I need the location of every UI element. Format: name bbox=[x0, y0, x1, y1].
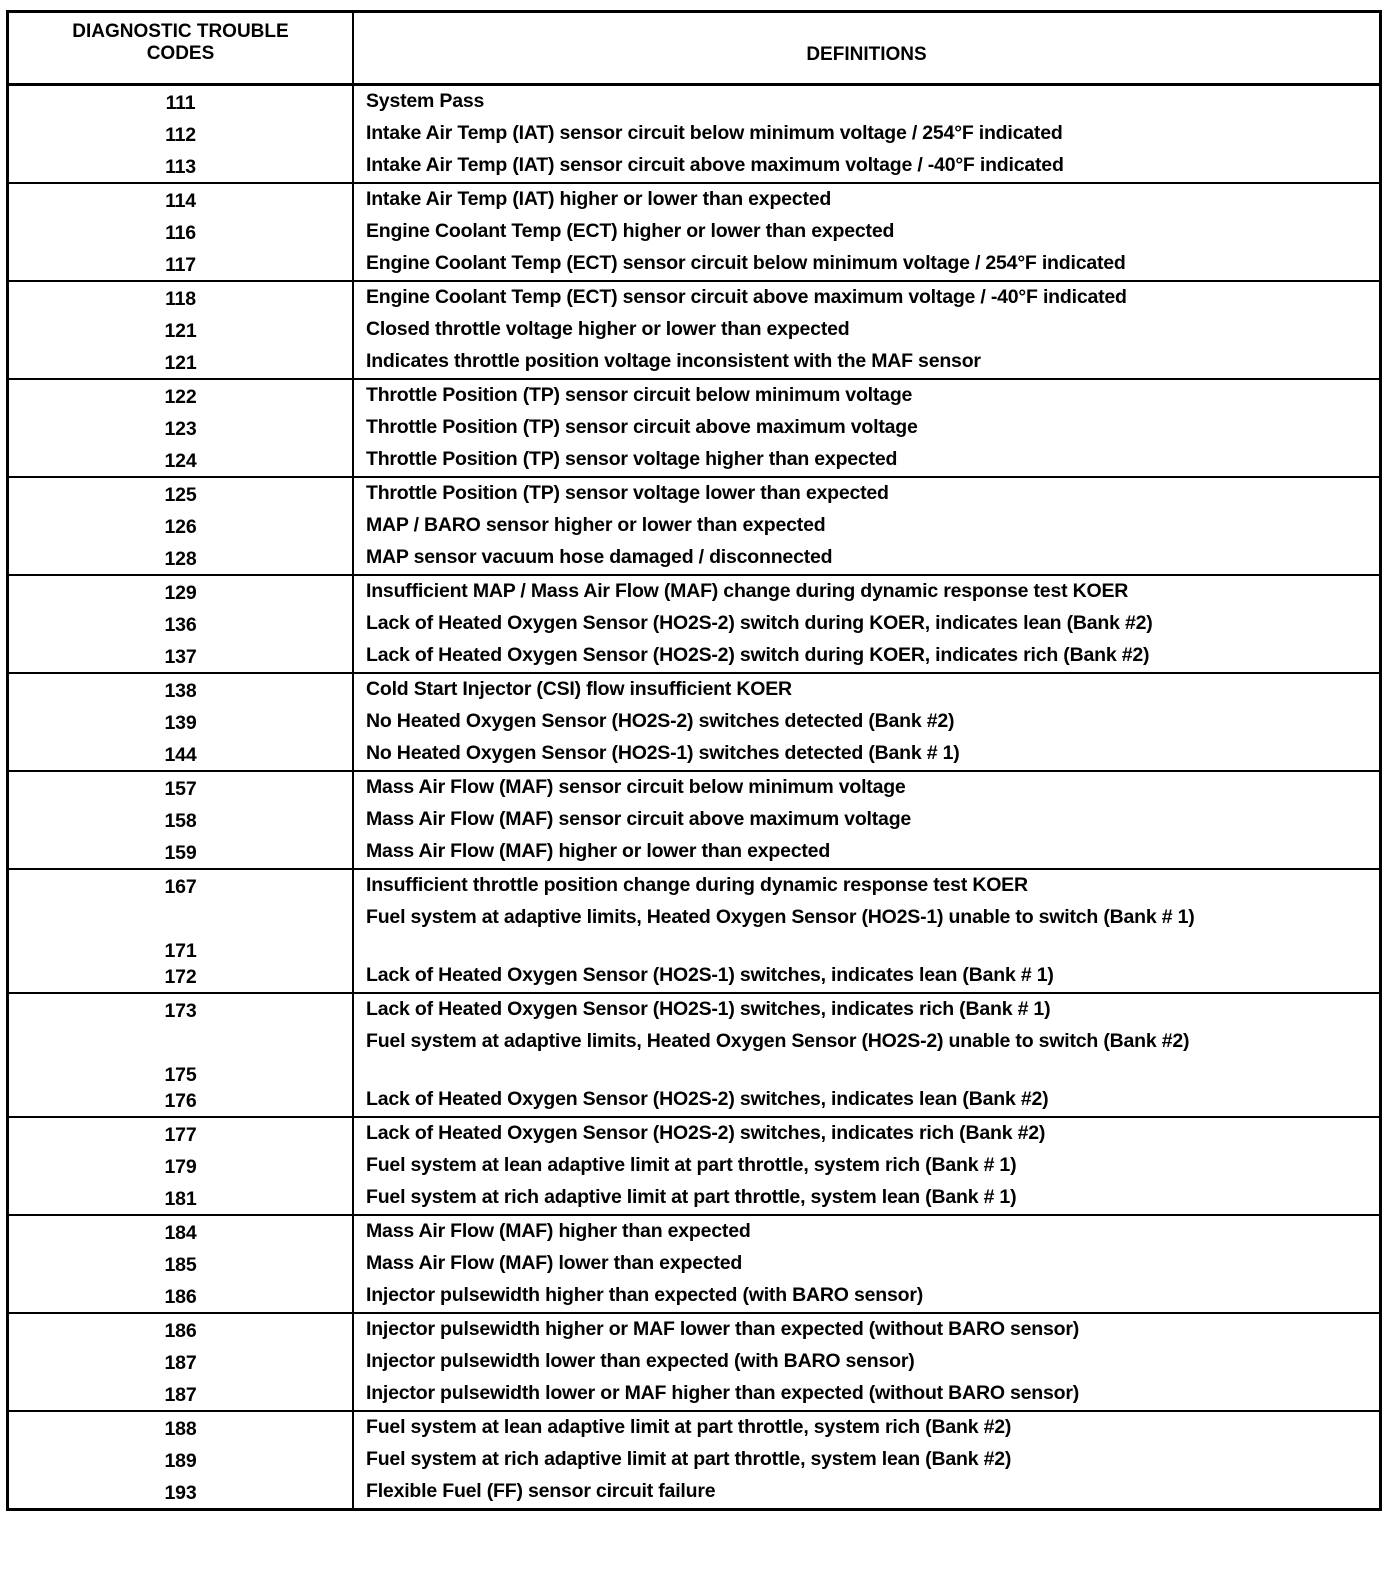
header-diagnostic-trouble-codes bbox=[8, 12, 354, 85]
trouble-code: 175 bbox=[164, 1064, 197, 1086]
table-row-group bbox=[8, 673, 1381, 771]
code-cell bbox=[8, 1411, 354, 1510]
code-definition: Fuel system at adaptive limits, Heated Oxygen Sensor (HO2S-1) unable to switch (Bank # 1) bbox=[366, 906, 1195, 928]
code-definition: Insufficient throttle position change during dynamic response test KOER bbox=[366, 874, 1028, 896]
code-definition: Fuel system at rich adaptive limit at part throttle, system lean (Bank # 1) bbox=[366, 1186, 1017, 1208]
table-header-row bbox=[8, 12, 1381, 85]
trouble-code: 113 bbox=[165, 156, 196, 178]
trouble-code: 159 bbox=[164, 842, 197, 864]
code-definition: Fuel system at rich adaptive limit at part throttle, system lean (Bank #2) bbox=[366, 1448, 1012, 1470]
code-cell bbox=[8, 183, 354, 281]
code-cell bbox=[8, 1215, 354, 1313]
code-definition: Lack of Heated Oxygen Sensor (HO2S-2) switches, indicates lean (Bank #2) bbox=[366, 1088, 1049, 1110]
definition-cell bbox=[353, 85, 1381, 184]
trouble-code: 171 bbox=[164, 940, 197, 962]
table-row-group bbox=[8, 183, 1381, 281]
code-cell bbox=[8, 379, 354, 477]
table-body bbox=[8, 85, 1381, 1510]
trouble-code: 112 bbox=[165, 124, 196, 146]
table-row-group bbox=[8, 477, 1381, 575]
code-definition: Fuel system at adaptive limits, Heated Oxygen Sensor (HO2S-2) unable to switch (Bank #2) bbox=[366, 1030, 1190, 1052]
code-definition: Mass Air Flow (MAF) higher than expected bbox=[366, 1220, 751, 1242]
definition-cell bbox=[353, 281, 1381, 379]
code-definition: MAP sensor vacuum hose damaged / disconnected bbox=[366, 546, 833, 568]
trouble-code: 124 bbox=[164, 450, 197, 472]
code-definition: Mass Air Flow (MAF) sensor circuit below minimum voltage bbox=[366, 776, 906, 798]
trouble-code: 129 bbox=[164, 582, 197, 604]
table-row-group bbox=[8, 1313, 1381, 1411]
code-definition: Engine Coolant Temp (ECT) higher or lower than expected bbox=[366, 220, 895, 242]
code-definition: No Heated Oxygen Sensor (HO2S-1) switches detected (Bank # 1) bbox=[366, 742, 960, 764]
trouble-code: 185 bbox=[164, 1254, 197, 1276]
code-definition: MAP / BARO sensor higher or lower than expected bbox=[366, 514, 826, 536]
code-definition: System Pass bbox=[366, 90, 485, 112]
code-definition: Fuel system at lean adaptive limit at part throttle, system rich (Bank # 1) bbox=[366, 1154, 1017, 1176]
trouble-code: 111 bbox=[165, 92, 196, 114]
code-definition: Injector pulsewidth higher than expected (with BARO sensor) bbox=[366, 1284, 924, 1306]
trouble-code: 136 bbox=[164, 614, 197, 636]
trouble-code: 114 bbox=[165, 190, 196, 212]
table-row-group bbox=[8, 1117, 1381, 1215]
code-cell bbox=[8, 1313, 354, 1411]
header-code-line-1: DIAGNOSTIC TROUBLE bbox=[72, 21, 289, 42]
table-row-group bbox=[8, 1411, 1381, 1510]
trouble-code: 138 bbox=[164, 680, 197, 702]
definition-cell bbox=[353, 183, 1381, 281]
table-row-group bbox=[8, 379, 1381, 477]
table-row-group bbox=[8, 85, 1381, 184]
definition-cell bbox=[353, 1117, 1381, 1215]
table-row-group bbox=[8, 281, 1381, 379]
definition-cell bbox=[353, 673, 1381, 771]
trouble-code: 121 bbox=[164, 352, 197, 374]
code-definition: Lack of Heated Oxygen Sensor (HO2S-2) switch during KOER, indicates rich (Bank #2) bbox=[366, 644, 1150, 666]
dtc-definitions-table bbox=[6, 10, 1382, 1511]
code-definition: No Heated Oxygen Sensor (HO2S-2) switches detected (Bank #2) bbox=[366, 710, 955, 732]
trouble-code: 181 bbox=[164, 1188, 197, 1210]
code-definition: Throttle Position (TP) sensor circuit above maximum voltage bbox=[366, 416, 918, 438]
table-row-group bbox=[8, 869, 1381, 993]
trouble-code: 167 bbox=[164, 876, 197, 898]
code-cell bbox=[8, 281, 354, 379]
code-definition: Mass Air Flow (MAF) higher or lower than expected bbox=[366, 840, 831, 862]
trouble-code: 187 bbox=[164, 1352, 197, 1374]
trouble-code: 184 bbox=[164, 1222, 197, 1244]
code-definition: Intake Air Temp (IAT) sensor circuit above maximum voltage / -40°F indicated bbox=[366, 154, 1064, 176]
code-definition: Cold Start Injector (CSI) flow insufficient KOER bbox=[366, 678, 792, 700]
code-definition: Engine Coolant Temp (ECT) sensor circuit above maximum voltage / -40°F indicated bbox=[366, 286, 1127, 308]
trouble-code: 186 bbox=[164, 1286, 197, 1308]
table-row-group bbox=[8, 993, 1381, 1117]
code-cell bbox=[8, 771, 354, 869]
table-row-group bbox=[8, 771, 1381, 869]
header-code-line-2: CODES bbox=[146, 43, 215, 64]
definition-cell bbox=[353, 1411, 1381, 1510]
definition-cell bbox=[353, 993, 1381, 1117]
trouble-code: 186 bbox=[164, 1320, 197, 1342]
header-definitions: DEFINITIONS bbox=[353, 12, 1381, 85]
definition-cell bbox=[353, 477, 1381, 575]
trouble-code: 128 bbox=[164, 548, 197, 570]
definition-cell bbox=[353, 1313, 1381, 1411]
trouble-code: 177 bbox=[164, 1124, 197, 1146]
code-definition: Intake Air Temp (IAT) sensor circuit below minimum voltage / 254°F indicated bbox=[366, 122, 1063, 144]
code-definition: Throttle Position (TP) sensor circuit below minimum voltage bbox=[366, 384, 913, 406]
trouble-code: 157 bbox=[164, 778, 197, 800]
trouble-code: 189 bbox=[164, 1450, 197, 1472]
table-row-group bbox=[8, 1215, 1381, 1313]
trouble-code: 158 bbox=[164, 810, 197, 832]
definition-cell bbox=[353, 379, 1381, 477]
code-definition: Throttle Position (TP) sensor voltage lower than expected bbox=[366, 482, 889, 504]
code-definition: Engine Coolant Temp (ECT) sensor circuit below minimum voltage / 254°F indicated bbox=[366, 252, 1126, 274]
trouble-code: 123 bbox=[164, 418, 197, 440]
code-cell bbox=[8, 1117, 354, 1215]
code-definition: Mass Air Flow (MAF) lower than expected bbox=[366, 1252, 743, 1274]
table-row-group bbox=[8, 575, 1381, 673]
definition-cell bbox=[353, 771, 1381, 869]
definition-cell bbox=[353, 1215, 1381, 1313]
trouble-code: 139 bbox=[164, 712, 197, 734]
code-definition: Mass Air Flow (MAF) sensor circuit above maximum voltage bbox=[366, 808, 912, 830]
code-definition: Closed throttle voltage higher or lower than expected bbox=[366, 318, 850, 340]
code-definition: Fuel system at lean adaptive limit at part throttle, system rich (Bank #2) bbox=[366, 1416, 1012, 1438]
trouble-code: 125 bbox=[164, 484, 197, 506]
code-definition: Lack of Heated Oxygen Sensor (HO2S-1) switches, indicates rich (Bank # 1) bbox=[366, 998, 1051, 1020]
trouble-code: 172 bbox=[164, 966, 197, 988]
code-cell bbox=[8, 673, 354, 771]
trouble-code: 137 bbox=[164, 646, 197, 668]
code-definition: Injector pulsewidth lower or MAF higher than expected (without BARO sensor) bbox=[366, 1382, 1080, 1404]
trouble-code: 173 bbox=[164, 1000, 197, 1022]
trouble-code: 121 bbox=[164, 320, 197, 342]
code-definition: Lack of Heated Oxygen Sensor (HO2S-2) switch during KOER, indicates lean (Bank #2) bbox=[366, 612, 1153, 634]
trouble-code: 118 bbox=[165, 288, 196, 310]
code-cell bbox=[8, 993, 354, 1117]
code-definition: Flexible Fuel (FF) sensor circuit failure bbox=[366, 1480, 716, 1502]
trouble-code: 176 bbox=[164, 1090, 197, 1112]
definition-cell bbox=[353, 869, 1381, 993]
definition-cell bbox=[353, 575, 1381, 673]
code-definition: Injector pulsewidth lower than expected (with BARO sensor) bbox=[366, 1350, 915, 1372]
code-definition: Insufficient MAP / Mass Air Flow (MAF) change during dynamic response test KOER bbox=[366, 580, 1129, 602]
trouble-code: 126 bbox=[164, 516, 197, 538]
trouble-code: 187 bbox=[164, 1384, 197, 1406]
code-definition: Injector pulsewidth higher or MAF lower than expected (without BARO sensor) bbox=[366, 1318, 1080, 1340]
trouble-code: 179 bbox=[164, 1156, 197, 1178]
trouble-code: 188 bbox=[164, 1418, 197, 1440]
trouble-code: 193 bbox=[164, 1482, 197, 1504]
code-cell bbox=[8, 575, 354, 673]
code-definition: Lack of Heated Oxygen Sensor (HO2S-1) switches, indicates lean (Bank # 1) bbox=[366, 964, 1054, 986]
trouble-code: 144 bbox=[164, 744, 197, 766]
code-cell bbox=[8, 869, 354, 993]
trouble-code: 122 bbox=[164, 386, 197, 408]
code-definition: Intake Air Temp (IAT) higher or lower than expected bbox=[366, 188, 832, 210]
code-definition: Lack of Heated Oxygen Sensor (HO2S-2) switches, indicates rich (Bank #2) bbox=[366, 1122, 1046, 1144]
trouble-code: 117 bbox=[165, 254, 196, 276]
code-cell bbox=[8, 85, 354, 184]
code-definition: Throttle Position (TP) sensor voltage higher than expected bbox=[366, 448, 898, 470]
trouble-code: 116 bbox=[165, 222, 196, 244]
code-cell bbox=[8, 477, 354, 575]
code-definition: Indicates throttle position voltage inconsistent with the MAF sensor bbox=[366, 350, 981, 372]
